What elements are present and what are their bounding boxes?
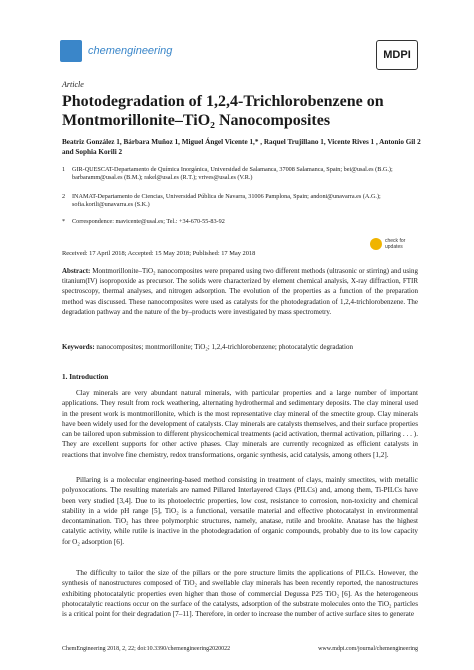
- affiliation-text: Correspondence: mavicente@usal.es; Tel.: +34-670-55-83-92: [72, 218, 225, 225]
- body-paragraph: Clay minerals are very abundant natural minerals, with particular properties and a large number of important applications. They result from rock weathering, alternating hydrothermal and sedimentary deposits. The clay mineral used in the present work is montmorillonite, which is the most representative clay mineral of the smectite group. Clay minerals have been widely used for the development of catalysts. Clay minerals are catalysts themselves, and their surface properties can be tailored upon submission to different physicochemical treatments (acid activation, thermal activation, pillaring . . . ). They are excellent supports for other active phases. Clay minerals are currently recognized as efficient catalysts in reactions that involve fine chemistry, redox transformations, organic synthesis, acid catalysis, among others [1,2].: [62, 389, 418, 459]
- section-heading: 1. Introduction: [62, 373, 109, 381]
- abstract-text: Montmorillonite–TiO₂ nanocomposites were prepared using two different methods (ultrasonic or stirring) and using titanium(IV) isopropoxide as precursor. The solids were characterized by element chemical analysis, X-ray diffraction, FTIR spectroscopy, thermal analyses, and nitrogen adsorption. The evolution of the properties as a function of the preparation method was discussed. These nanocomposites were used as catalysts for the photodegradation of 1,2,4-trichlorobenzene. The degradation pathway and the nature of the by–products were investigated by mass spectrometry.: [62, 267, 419, 316]
- correspondence: [62, 218, 432, 226]
- journal-logo-icon: [60, 40, 82, 62]
- body-paragraph: The difficulty to tailor the size of the pillars or the pore structure limits the applications of PILCs. However, the synthesis of nanostructures composed of TiO₂ and swellable clay minerals has been recently reported, the nanostructures exhibiting photocatalytic properties even higher than those of commercial Degussa P25 TiO₂ [6]. As the heterogeneous photocatalytic reactions occur on the surface of the catalysts, adsorption of the substrate molecules onto the TiO₂ particles is a critical point for their degradation [7–11]. Therefore, in order to increase the number of active surface sites to generate: [62, 569, 418, 619]
- mdpi-logo-text: MDPI: [383, 49, 411, 61]
- check-updates-icon: [370, 238, 382, 250]
- affiliation-number: 2: [62, 193, 66, 200]
- mdpi-logo: [376, 40, 418, 70]
- keywords: [62, 342, 418, 352]
- affiliation-1: [62, 166, 432, 183]
- affiliation-text: INAMAT-Departamento de Ciencias, Universidad Pública de Navarra, 31006 Pamplona, Spain; andoni@unavarra.es (A.G.); sofia.korili@unavarra.es (S.K.): [72, 193, 381, 209]
- check-for-updates-badge[interactable]: [370, 238, 416, 260]
- abstract-label: Abstract:: [62, 267, 91, 275]
- affiliation-text: GIR-QUESCAT-Departamento de Química Inorgánica, Universidad de Salamanca, 37008 Salamanca, Spain; bei@usal.es (B.G.); barbaramm@usal.es (B.M.); rakel@usal.es (R.T.); vrives@usal.es (V.R.): [72, 166, 393, 182]
- body-paragraph: Pillaring is a molecular engineering-based method consisting in treatment of clays, mainly smectites, with metallic polyoxocations. The resulting materials are named Pillared Interlayered Clays (PILCs) and, among them, Ti-PILCs have been very studied [3,4]. Due to its photoelectric properties, low cost, resistance to corrosion, non-toxicity and chemical stability in a wide pH range [5], TiO₂ is a functional, versatile material and effective photocatalyst in environmental decontamination. TiO₂ has three polymorphic structures, namely, anatase, rutile and brookite. Anatase has the highest catalytic activity, while rutile is inactive in the photodegradation of organic compounds, probably due to its low capacity for O₂ adsorption [6].: [62, 476, 418, 546]
- keywords-text: nanocomposites; montmorillonite; TiO₂; 1,2,4-trichlorobenzene; photocatalytic degradation: [96, 343, 353, 351]
- article-type: Article: [62, 80, 84, 89]
- publication-dates: Received: 17 April 2018; Accepted: 15 May 2018; Published: 17 May 2018: [62, 250, 256, 257]
- article-title: Photodegradation of 1,2,4-Trichlorobenzene on Montmorillonite–TiO₂ Nanocomposites: [62, 93, 384, 129]
- abstract: [62, 266, 418, 317]
- author-list: Beatriz González 1, Bárbara Muñoz 1, Miguel Ángel Vicente 1,* , Raquel Trujillano 1, Vicente Rives 1 , Antonio Gil 2 and Sophia Korili 2: [62, 138, 421, 156]
- affiliation-2: [62, 193, 432, 210]
- affiliation-number: 1: [62, 166, 66, 173]
- journal-name: chemengineering: [88, 45, 173, 57]
- footer-citation: ChemEngineering 2018, 2, 22; doi:10.3390/chemengineering2020022: [62, 646, 231, 652]
- footer-url[interactable]: www.mdpi.com/journal/chemengineering: [318, 646, 418, 652]
- keywords-label: Keywords:: [62, 343, 95, 351]
- affiliation-number: *: [62, 218, 66, 225]
- check-updates-label: check for updates: [385, 238, 406, 250]
